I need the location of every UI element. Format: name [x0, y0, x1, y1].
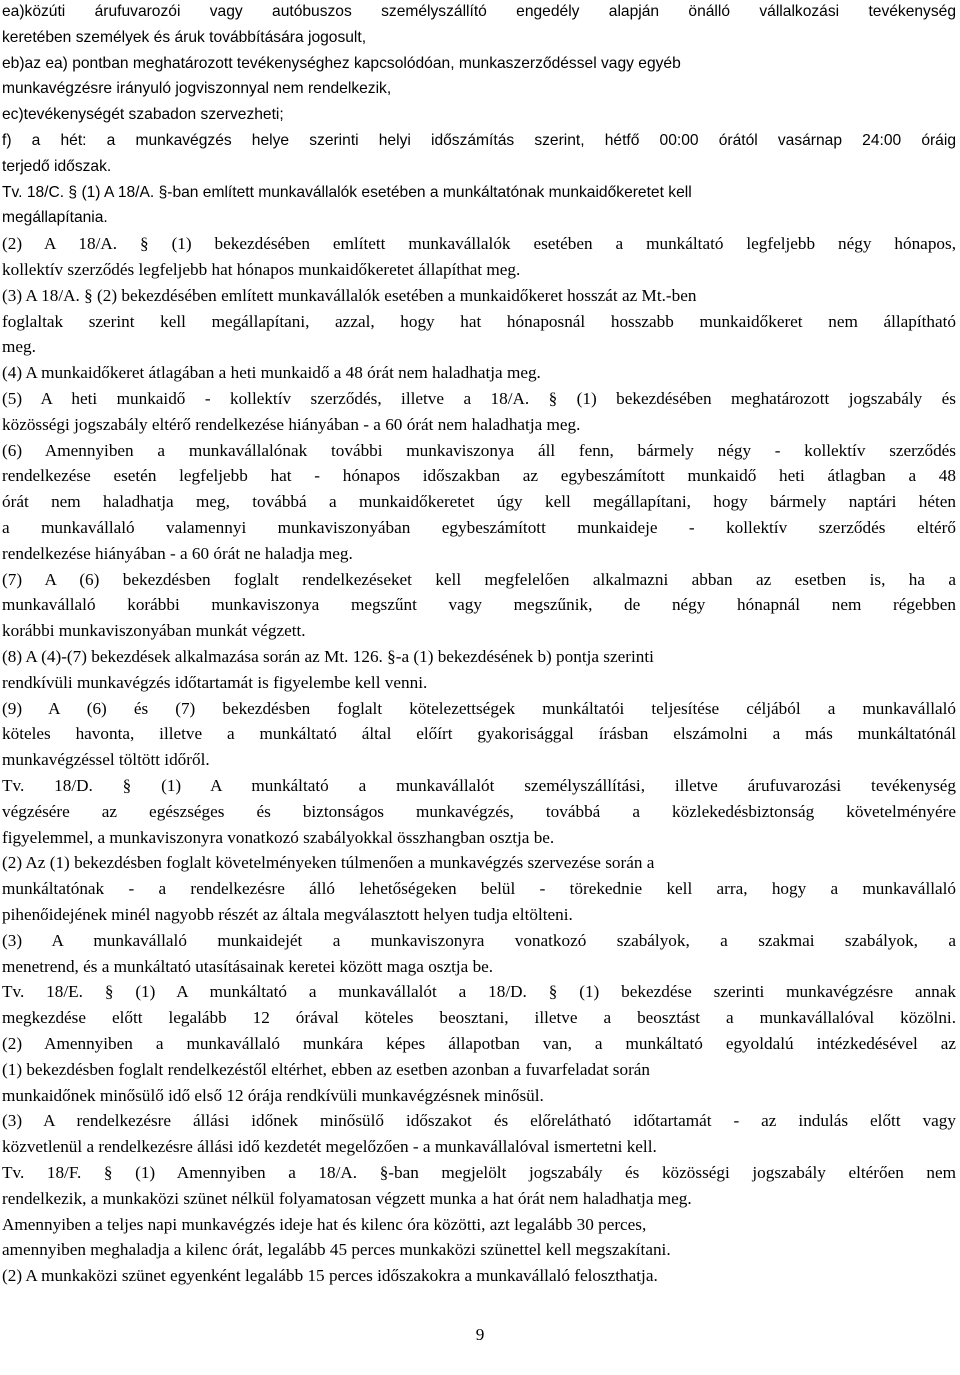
- text-line: megkezdése előtt legalább 12 órával köteles beosztani, illetve a beosztást a munkavállalóval közölni.: [2, 1008, 956, 1028]
- text-line: menetrend, és a munkáltató utasításainak keretei között maga osztja be.: [2, 956, 494, 976]
- text-line: Tv. 18/C. § (1) A 18/A. §-ban említett munkavállalók esetében a munkáltatónak munkaidőkeretet kell: [2, 183, 692, 201]
- text-line: (6) Amennyiben a munkavállalónak további munkaviszonya áll fenn, bármely négy - kollektív szerződés: [2, 440, 956, 460]
- text-line: Amennyiben a teljes napi munkavégzés ideje hat és kilenc óra közötti, azt legalább 30 perces,: [2, 1214, 647, 1234]
- text-line: munkáltatónak - a rendelkezésre álló lehetőségeken belül - törekednie kell arra, hogy a munkavállaló: [2, 879, 956, 899]
- text-line: köteles havonta, illetve a munkáltató által előírt gyakorisággal írásban elszámolni a más munkáltatónál: [2, 724, 956, 744]
- text-line: munkavállaló korábbi munkaviszonya megszűnt vagy megszűnik, de négy hónapnál nem régebben: [2, 595, 956, 615]
- text-line: (3) A rendelkezésre állási időnek minősülő időszakot és előrelátható időtartamát - az indulás előtt vagy: [2, 1111, 956, 1131]
- text-line: (7) A (6) bekezdésben foglalt rendelkezéseket kell megfelelően alkalmazni abban az esetben is, ha a: [2, 569, 956, 589]
- text-line: (2) Amennyiben a munkavállaló munkára képes állapotban van, a munkáltató egyoldalú intézkedésével az: [2, 1034, 956, 1053]
- text-line: munkaidőnek minősülő idő első 12 órája rendkívüli munkavégzésnek minősül.: [2, 1085, 544, 1105]
- text-line: közösségi jogszabály eltérő rendelkezése hiányában - a 60 órát nem haladhatja meg.: [2, 414, 581, 434]
- text-line: (2) Az (1) bekezdésben foglalt követelményeken túlmenően a munkavégzés szervezése során a: [2, 853, 655, 873]
- text-line: eb)az ea) pontban meghatározott tevékenységhez kapcsolódóan, munkaszerződéssel vagy egyéb: [2, 54, 681, 72]
- text-line: ec)tevékenységét szabadon szervezheti;: [2, 106, 284, 124]
- text-line: (1) bekezdésben foglalt rendelkezéstől eltérhet, ebben az esetben azonban a fuvarfeladat során: [2, 1059, 651, 1079]
- text-line: (8) A (4)-(7) bekezdések alkalmazása során az Mt. 126. §-a (1) bekezdésének b) pontja szerinti: [2, 647, 654, 666]
- text-line: órát nem haladhatja meg, továbbá a munkaidőkeretet úgy kell megállapítani, hogy bármely naptári héten: [2, 492, 956, 512]
- text-line: f) a hét: a munkavégzés helye szerinti helyi időszámítás szerint, hétfő 00:00 órától vasárnap 24:00 óráig: [2, 132, 956, 149]
- text-line: rendkívüli munkavégzés időtartamát is figyelembe kell venni.: [2, 672, 428, 692]
- text-line: munkavégzésre irányuló jogviszonnyal nem rendelkezik,: [2, 80, 392, 98]
- text-line: (2) A 18/A. § (1) bekezdésében említett munkavállalók esetében a munkáltató legfeljebb négy hónapos,: [2, 234, 956, 254]
- text-line: Tv. 18/F. § (1) Amennyiben a 18/A. §-ban megjelölt jogszabály és közösségi jogszabály eltérően nem: [2, 1163, 956, 1182]
- text-line: végzésére az egészséges és biztonságos munkavégzés, továbbá a közlekedésbiztonság követelményére: [2, 801, 956, 821]
- text-line: rendelkezik, a munkaközi szünet nélkül folyamatosan végzett munka a hat órát nem haladhatja meg.: [2, 1188, 692, 1208]
- text-line: Tv. 18/E. § (1) A munkáltató a munkavállalót a 18/D. § (1) bekezdése szerinti munkavégzésre annak: [2, 982, 956, 1002]
- text-line: pihenőidejének minél nagyobb részét az általa megválasztott helyen tudja eltölteni.: [2, 905, 573, 924]
- text-line: foglaltak szerint kell megállapítani, azzal, hogy hat hónaposnál hosszabb munkaidőkeret nem állapítható: [2, 311, 956, 331]
- text-line: rendelkezése hiányában - a 60 órát ne haladja meg.: [2, 543, 353, 563]
- text-line: kollektív szerződés legfeljebb hat hónapos munkaidőkeretet állapíthat meg.: [2, 260, 521, 279]
- text-line: a munkavállaló valamennyi munkaviszonyában egybeszámított munkaideje - kollektív szerződés eltérő: [2, 518, 956, 537]
- text-line: megállapítania.: [2, 209, 108, 227]
- text-line: amennyiben meghaladja a kilenc órát, legalább 45 perces munkaközi szünettel kell megszakítani.: [2, 1240, 671, 1260]
- text-line: közvetlenül a rendelkezésre állási idő kezdetét megelőzően - a munkavállalóval ismertetni kell.: [2, 1137, 657, 1157]
- text-line: (9) A (6) és (7) bekezdésben foglalt kötelezettségek munkáltatói teljesítése céljából a munkavállaló: [2, 698, 956, 718]
- text-line: (5) A heti munkaidő - kollektív szerződés, illetve a 18/A. § (1) bekezdésében meghatározott jogszabály és: [2, 389, 956, 408]
- page-number: 9: [475, 1325, 485, 1344]
- text-line: figyelemmel, a munkaviszonyra vonatkozó szabályokkal összhangban osztja be.: [2, 827, 555, 847]
- text-line: (3) A munkavállaló munkaidejét a munkaviszonyra vonatkozó szabályok, a szakmai szabályok, a: [2, 930, 956, 950]
- text-line: ea)közúti árufuvarozói vagy autóbuszos személyszállító engedély alapján önálló vállalkozási tevékenység: [2, 3, 956, 20]
- text-line: Tv. 18/D. § (1) A munkáltató a munkavállalót személyszállítási, illetve árufuvarozási tevékenység: [2, 776, 956, 795]
- text-line: (3) A 18/A. § (2) bekezdésében említett munkavállalók esetében a munkaidőkeret hosszát az Mt.-ben: [2, 285, 697, 305]
- text-line: munkavégzéssel töltött időről.: [2, 750, 210, 770]
- text-line: meg.: [2, 337, 36, 357]
- text-line: (4) A munkaidőkeret átlagában a heti munkaidő a 48 órát nem haladhatja meg.: [2, 363, 541, 383]
- text-line: keretében személyek és áruk továbbítására jogosult,: [2, 28, 367, 46]
- text-line: (2) A munkaközi szünet egyenként legalább 15 perces időszakokra a munkavállaló feloszthatja.: [2, 1266, 658, 1286]
- text-line: terjedő időszak.: [2, 157, 112, 175]
- text-line: rendelkezése esetén legfeljebb hat - hónapos időszakban az egybeszámított munkaidő heti átlagban a 48: [2, 466, 956, 486]
- text-line: korábbi munkaviszonyában munkát végzett.: [2, 621, 306, 641]
